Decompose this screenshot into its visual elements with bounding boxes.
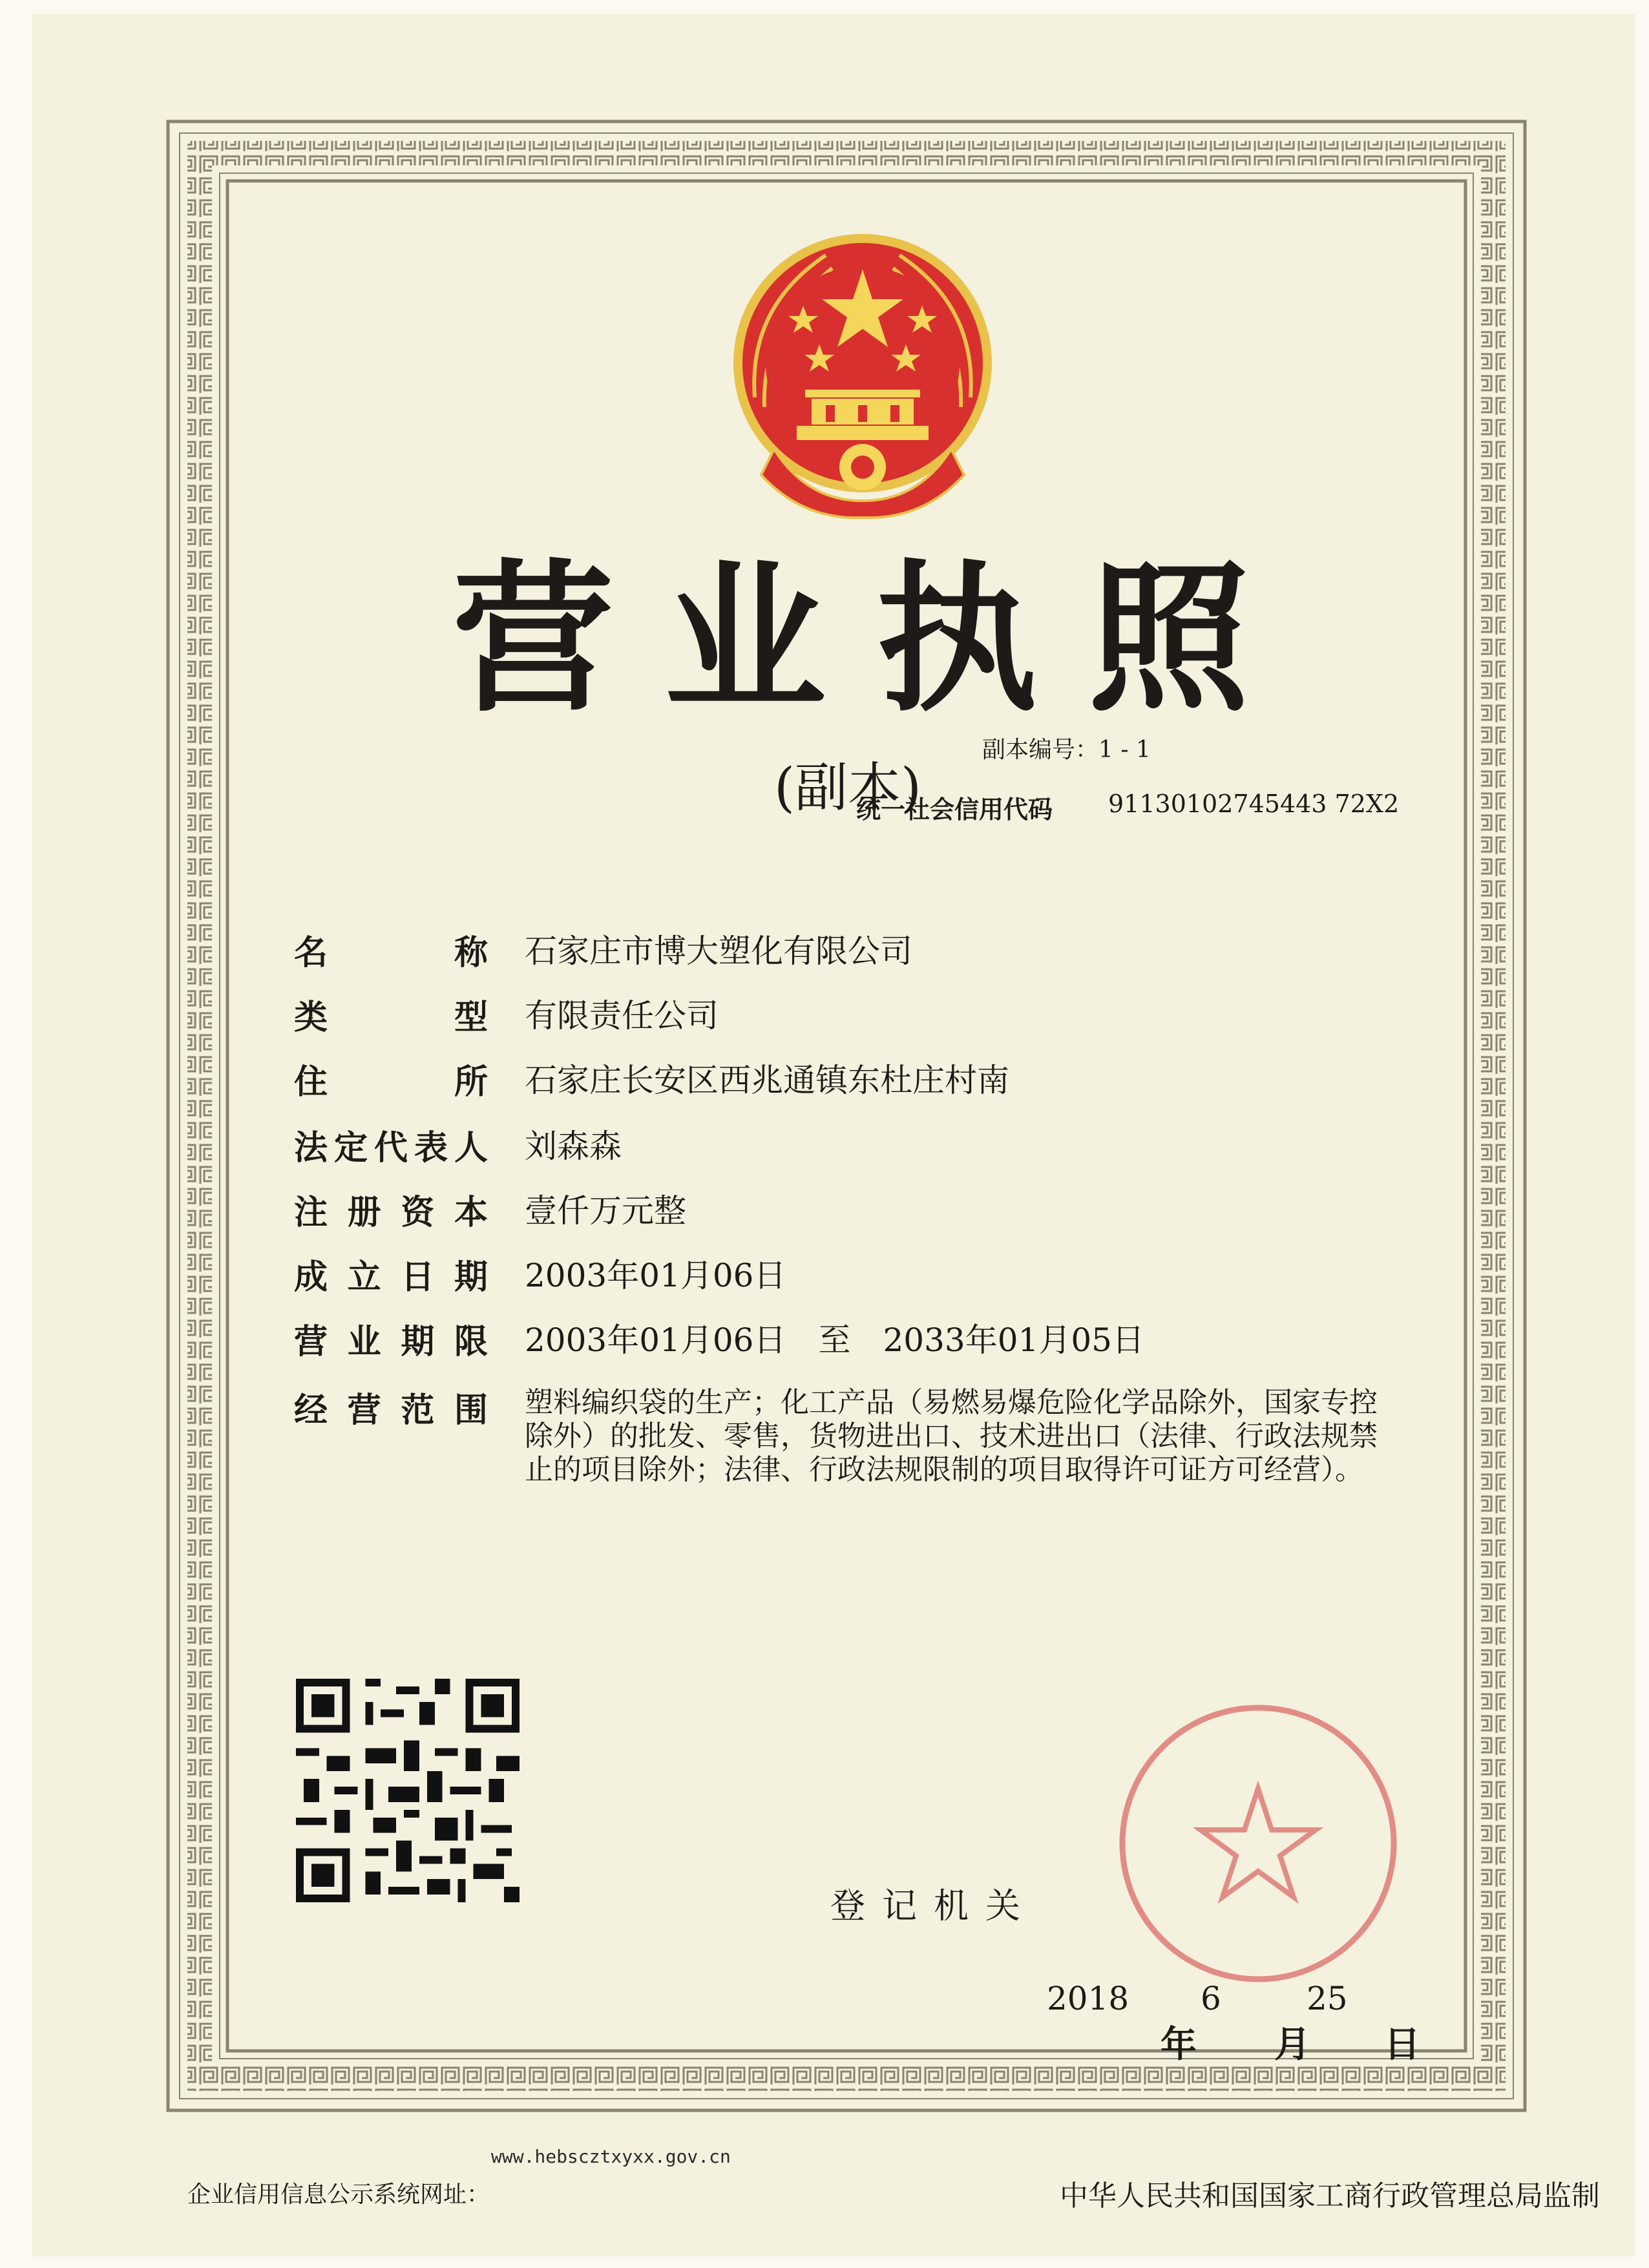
field-value-scope: 塑料编织袋的生产；化工产品（易燃易爆危险化学品除外，国家专控除外）的批发、零售，货物进出口、技术进出口（法律、行政法规禁止的项目除外；法律、行政法规限制的项目取得许可证方可经营）。 bbox=[525, 1386, 1378, 1486]
date-day-char: 日 bbox=[1384, 2024, 1420, 2066]
registration-authority: 登记机关 bbox=[830, 1885, 1037, 1926]
copy-number: 副本编号：1 - 1 bbox=[982, 737, 1151, 763]
date-year-char: 年 bbox=[1161, 2024, 1197, 2066]
date-day: 25 bbox=[1307, 1980, 1348, 2017]
supervisor-text: 中华人民共和国国家工商行政管理总局监制 bbox=[1060, 2179, 1600, 2212]
field-label-address: 住 所 bbox=[294, 1063, 488, 1102]
field-label-name: 名 称 bbox=[294, 934, 488, 972]
field-label-capital: 注册资本 bbox=[294, 1193, 488, 1232]
qr-code-icon[interactable] bbox=[296, 1679, 520, 1902]
field-value-address: 石家庄长安区西兆通镇东杜庄村南 bbox=[525, 1062, 1009, 1099]
date-year: 2018 bbox=[1047, 1980, 1129, 2017]
field-label-term: 营业期限 bbox=[294, 1323, 488, 1361]
field-value-legal-rep: 刘森森 bbox=[525, 1128, 622, 1165]
website-url[interactable]: www.hebscztxyxx.gov.cn bbox=[491, 2146, 731, 2167]
date-month-char: 月 bbox=[1274, 2024, 1310, 2066]
field-value-type: 有限责任公司 bbox=[525, 997, 719, 1034]
field-label-type: 类 型 bbox=[294, 998, 488, 1037]
document-title: 营业执照 bbox=[452, 545, 1300, 733]
national-emblem-icon bbox=[729, 229, 996, 520]
field-value-established: 2003年01月06日 bbox=[525, 1257, 786, 1294]
field-label-scope: 经营范围 bbox=[294, 1391, 488, 1430]
date-month: 6 bbox=[1201, 1980, 1221, 2017]
field-value-capital: 壹仟万元整 bbox=[525, 1192, 686, 1230]
field-value-name: 石家庄市博大塑化有限公司 bbox=[525, 932, 912, 970]
document-subtitle: (副本) bbox=[774, 757, 921, 819]
uscc-label: 统一社会信用代码 bbox=[856, 795, 1053, 824]
website-label: 企业信用信息公示系统网址： bbox=[187, 2181, 490, 2208]
official-seal-icon bbox=[1106, 1692, 1410, 1995]
uscc-value: 91130102745443 72X2 bbox=[1108, 790, 1400, 818]
field-label-established: 成立日期 bbox=[294, 1258, 488, 1297]
field-value-term: 2003年01月06日 至 2033年01月05日 bbox=[525, 1321, 1144, 1359]
field-label-legal-rep: 法定代表人 bbox=[294, 1129, 488, 1168]
